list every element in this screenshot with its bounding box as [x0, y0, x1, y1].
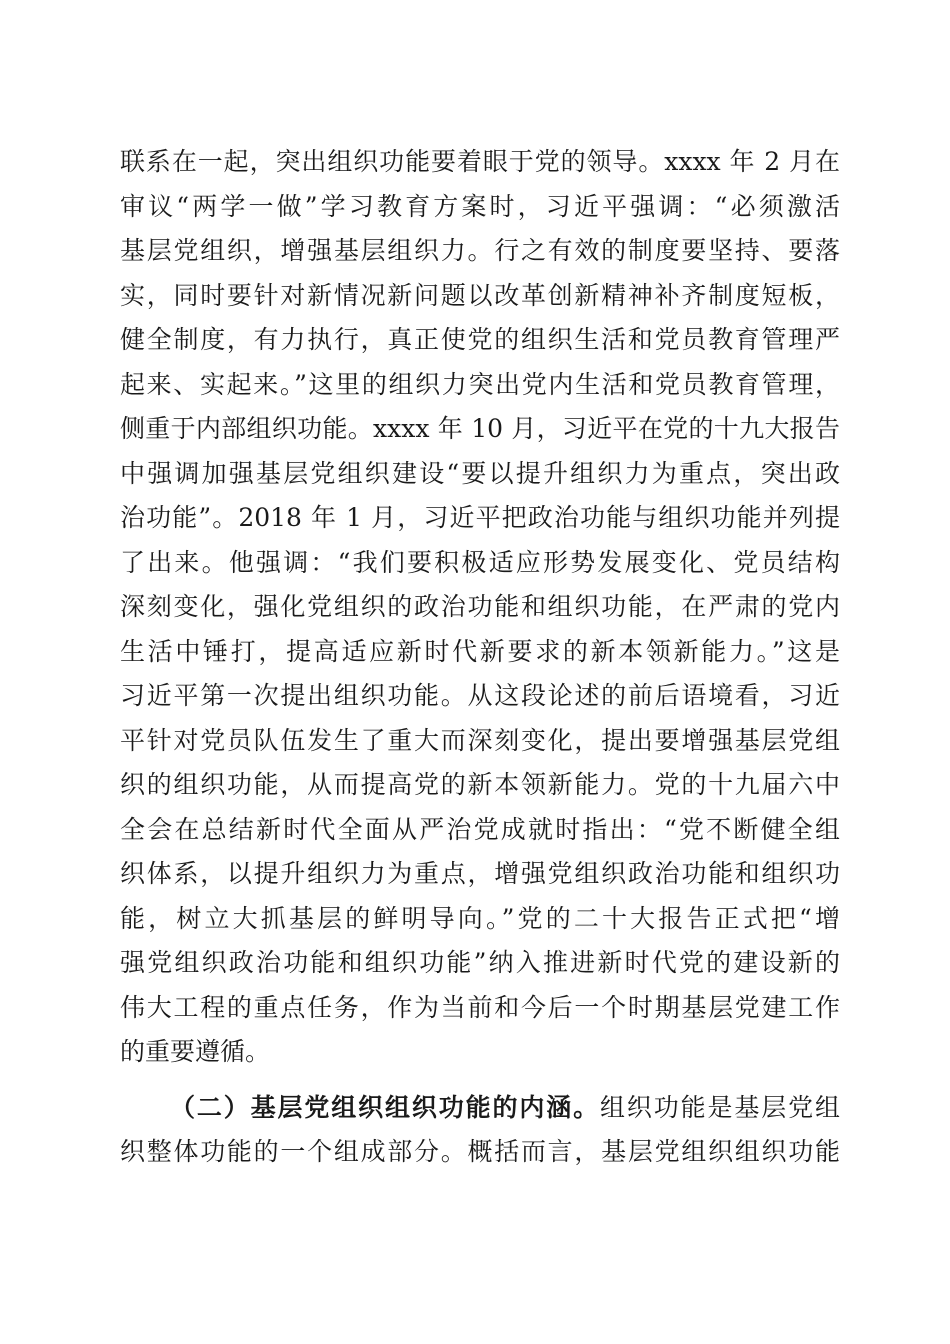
text-line: 深刻变化，强化党组织的政治功能和组织功能，在严肃的党内 [120, 592, 840, 621]
text-line: 强党组织政治功能和组织功能”纳入推进新时代党的建设新的 [120, 948, 840, 977]
text-line: 侧重于内部组织功能。xxxx 年 10 月，习近平在党的十九大报告 [120, 414, 840, 443]
paragraph-spacer [120, 1075, 840, 1086]
text-line: 中强调加强基层党组织建设“要以提升组织力为重点，突出政 [120, 458, 840, 488]
paragraph-1 [120, 140, 840, 1075]
text-line: 平针对党员队伍发生了重大而深刻变化，提出要增强基层党组 [120, 725, 840, 755]
text-line: 了出来。他强调：“我们要积极适应形势发展变化、党员结构 [120, 547, 840, 577]
section-heading-continuation: 组织功能是基层党组 [599, 1092, 840, 1122]
section-heading: （二）基层党组织组织功能的内涵。 [170, 1092, 600, 1122]
text-line: 健全制度，有力执行，真正使党的组织生活和党员教育管理严 [120, 325, 840, 354]
text-line: 伟大工程的重点任务，作为当前和今后一个时期基层党建工作 [120, 992, 840, 1022]
text-line: 织整体功能的一个组成部分。概括而言，基层党组织组织功能 [120, 1137, 840, 1166]
text-line: 织体系，以提升组织力为重点，增强党组织政治功能和组织功 [120, 859, 840, 888]
document-body [120, 140, 840, 1175]
text-line: 联系在一起，突出组织功能要着眼于党的领导。xxxx 年 2 月在 [120, 147, 840, 176]
paragraph-2 [120, 1086, 840, 1175]
text-line: 全会在总结新时代全面从严治党成就时指出：“党不断健全组 [120, 814, 840, 844]
text-line: 起来、实起来。”这里的组织力突出党内生活和党员教育管理， [120, 369, 840, 399]
text-line: 治功能”。2018 年 1 月，习近平把政治功能与组织功能并列提 [120, 503, 840, 532]
text-line: 习近平第一次提出组织功能。从这段论述的前后语境看，习近 [120, 681, 840, 710]
text-line: 的重要遵循。 [120, 1037, 271, 1066]
text-line: 基层党组织，增强基层组织力。行之有效的制度要坚持、要落 [120, 236, 840, 265]
text-line: 织的组织功能，从而提高党的新本领新能力。党的十九届六中 [120, 770, 840, 799]
text-line: 审议“两学一做”学习教育方案时，习近平强调：“必须激活 [120, 191, 840, 221]
text-line: 实，同时要针对新情况新问题以改革创新精神补齐制度短板， [120, 280, 840, 310]
text-line: 能，树立大抓基层的鲜明导向。”党的二十大报告正式把“增 [120, 903, 840, 933]
text-line: 生活中锤打，提高适应新时代新要求的新本领新能力。”这是 [120, 636, 840, 666]
text-line [120, 1086, 840, 1131]
